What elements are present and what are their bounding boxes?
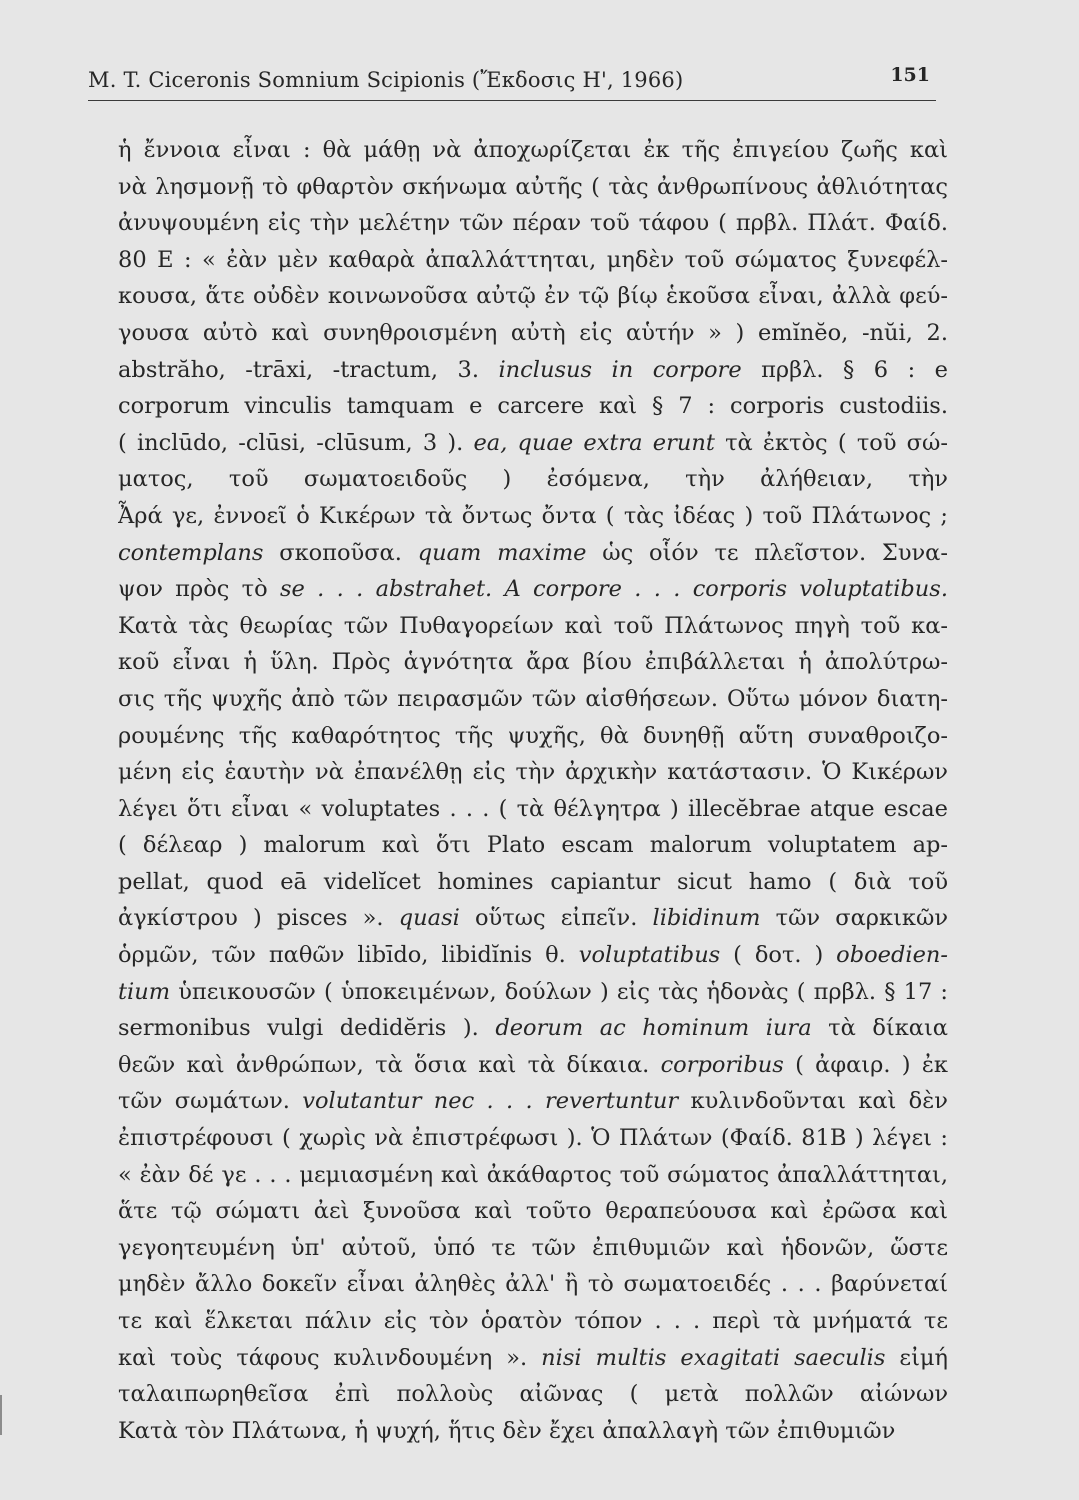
text-segment: κοῦ εἶναι ἡ ὕλη. Πρὸς ἁγνότητα ἄρα βίου ἐπιβάλλεται ἡ ἀπολύτρω- <box>118 649 948 676</box>
text-segment: ρουμένης τῆς καθαρότητος τῆς ψυχῆς, θὰ δυνηθῇ αὕτη συναθροιζο- <box>118 722 948 749</box>
text-segment: Κατὰ τὸν Πλάτωνα, ἡ ψυχή, ἥτις δὲν ἔχει ἀπαλλαγὴ τῶν ἐπιθυμιῶν <box>118 1417 896 1444</box>
italic-segment: quasi <box>398 905 460 932</box>
text-segment: πρβλ. § 6 : e <box>741 356 948 383</box>
text-line <box>118 315 948 352</box>
text-segment: ἀγκίστρου ) pisces ». <box>118 905 399 932</box>
text-line <box>118 937 948 974</box>
italic-segment: contemplans <box>118 539 264 566</box>
text-segment: ( δοτ. ) <box>720 942 837 969</box>
text-line <box>118 827 948 864</box>
text-line <box>118 425 948 462</box>
text-line <box>118 900 948 937</box>
text-line <box>118 1230 948 1267</box>
text-segment: εἰμή <box>885 1344 948 1371</box>
text-segment: ( ἀφαιρ. ) ἐκ <box>783 1051 948 1078</box>
italic-segment: deorum ac hominum iura <box>495 1015 812 1042</box>
italic-segment: libidinum <box>652 905 761 932</box>
text-segment: Κατὰ τὰς θεωρίας τῶν Πυθαγορείων καὶ τοῦ Πλάτωνος πηγὴ τοῦ κα- <box>118 612 948 639</box>
text-segment: pellat, quod eā videlĭcet homines capiantur sicut hamo ( διὰ τοῦ <box>118 868 948 895</box>
text-segment: τὰ ἐκτὸς ( τοῦ σώ- <box>714 429 948 456</box>
text-line <box>118 1303 948 1340</box>
text-line <box>118 1413 948 1450</box>
text-segment: ταλαιπωρηθεῖσα ἐπὶ πολλοὺς αἰῶνας ( μετὰ πολλῶν αἰώνων <box>118 1381 948 1408</box>
text-segment: σκοποῦσα. <box>263 539 418 566</box>
text-segment: ἅτε τῷ σώματι ἀεὶ ξυνοῦσα καὶ τοῦτο θεραπεύουσα καὶ ἐρῶσα καὶ <box>118 1198 948 1225</box>
text-line <box>118 169 948 206</box>
text-segment: ὑπεικουσῶν ( ὑποκειμένων, δούλων ) εἰς τὰς ἡδονὰς ( πρβλ. § 17 : <box>170 978 948 1005</box>
text-segment: ( δέλεαρ ) malorum καὶ ὅτι Plato escam malorum voluptatem ap- <box>118 832 948 859</box>
text-segment: corporum vinculis tamquam e carcere καὶ § 7 : corporis custodiis. <box>118 393 948 420</box>
text-segment: θεῶν καὶ ἀνθρώπων, τὰ ὅσια καὶ τὰ δίκαια. <box>118 1051 661 1078</box>
text-line <box>118 1376 948 1413</box>
text-line <box>118 132 948 169</box>
text-segment: καὶ τοὺς τάφους κυλινδουμένη ». <box>118 1344 542 1371</box>
text-segment: τὰ δίκαια <box>811 1015 948 1042</box>
italic-segment: oboedien- <box>836 942 948 969</box>
text-line <box>118 791 948 828</box>
text-segment: 80 Ε : « ἐὰν μὲν καθαρὰ ἀπαλλάττηται, μηδὲν τοῦ σώματος ξυνεφέλ- <box>118 246 948 273</box>
text-segment: κουσα, ἅτε οὐδὲν κοινωνοῦσα αὐτῷ ἐν τῷ βίῳ ἑκοῦσα εἶναι, ἀλλὰ φεύ- <box>118 283 948 310</box>
text-segment: τῶν σωμάτων. <box>118 1088 303 1115</box>
text-line <box>118 535 948 572</box>
text-segment: γουσα αὐτὸ καὶ συνηθροισμένη αὐτὴ εἰς αὑτήν » ) emĭnĕo, -nŭi, 2. <box>118 319 948 346</box>
italic-segment: voluptatibus <box>578 942 721 969</box>
text-segment: ὡς οἷόν τε πλεῖστον. Συνα- <box>586 539 948 566</box>
text-segment: κυλινδοῦνται καὶ δὲν <box>678 1088 948 1115</box>
text-line <box>118 1047 948 1084</box>
text-segment: λέγει ὅτι εἶναι « voluptates . . . ( τὰ θέλγητρα ) illecĕbrae atque escae <box>118 795 948 822</box>
text-segment: μηδὲν ἄλλο δοκεῖν εἶναι ἀληθὲς ἀλλ' ἢ τὸ σωματοειδές . . . βαρύνεταί <box>118 1271 948 1298</box>
text-segment: sermonibus vulgi dedidĕris ). <box>118 1015 496 1042</box>
page-number: 151 <box>890 64 930 86</box>
text-segment: ( inclūdo, -clūsi, -clūsum, 3 ). <box>118 429 474 456</box>
text-line <box>118 205 948 242</box>
text-line <box>118 718 948 755</box>
running-title: M. T. Ciceronis Somnium Scipionis (Ἔκδοσις Η', 1966) <box>88 68 684 92</box>
text-line <box>118 754 948 791</box>
text-line <box>118 1010 948 1047</box>
text-line <box>118 461 948 498</box>
text-segment: μένη εἰς ἑαυτὴν νὰ ἐπανέλθῃ εἰς τὴν ἀρχικὴν κατάστασιν. Ὁ Κικέρων <box>118 759 948 786</box>
text-line <box>118 571 948 608</box>
text-segment: ἡ ἔννοια εἶναι : θὰ μάθῃ νὰ ἀποχωρίζεται ἐκ τῆς ἐπιγείου ζωῆς καὶ <box>118 137 948 163</box>
text-line <box>118 608 948 645</box>
text-line <box>118 388 948 425</box>
italic-segment: tium <box>118 978 171 1005</box>
text-segment: ἀνυψουμένη εἰς τὴν μελέτην τῶν πέραν τοῦ τάφου ( πρβλ. Πλάτ. Φαίδ. <box>118 210 948 237</box>
text-segment: οὕτως εἰπεῖν. <box>459 905 653 932</box>
italic-segment: corporibus <box>660 1051 784 1078</box>
text-segment: γεγοητευμένη ὑπ' αὐτοῦ, ὑπό τε τῶν ἐπιθυμιῶν καὶ ἡδονῶν, ὥστε <box>118 1234 948 1261</box>
italic-segment: ea, quae extra erunt <box>473 429 715 456</box>
text-line <box>118 1083 948 1120</box>
text-line <box>118 1120 948 1157</box>
italic-segment: inclusus in corpore <box>498 356 742 383</box>
running-header <box>88 64 936 101</box>
text-segment: « ἐὰν δέ γε . . . μεμιασμένη καὶ ἀκάθαρτος τοῦ σώματος ἀπαλλάττηται, <box>118 1161 948 1188</box>
text-line <box>118 681 948 718</box>
italic-segment: quam maxime <box>417 539 587 566</box>
italic-segment: volutantur nec . . . revertuntur <box>302 1088 679 1115</box>
text-segment: σις τῆς ψυχῆς ἀπὸ τῶν πειρασμῶν τῶν αἰσθήσεων. Οὕτω μόνον διατη- <box>118 685 948 712</box>
text-line <box>118 1266 948 1303</box>
text-segment: ματος, τοῦ σωματοειδοῦς ) ἐσόμενα, τὴν ἀλήθειαν, τὴν <box>118 466 948 493</box>
text-segment: τε καὶ ἕλκεται πάλιν εἰς τὸν ὁρατὸν τόπον . . . περὶ τὰ μνήματά τε <box>118 1308 948 1334</box>
text-line <box>118 278 948 315</box>
text-line <box>118 864 948 901</box>
text-line <box>118 1193 948 1230</box>
italic-segment: se . . . abstrahet. A corpore . . . corporis voluptatibus. <box>279 576 948 603</box>
text-line <box>118 1340 948 1377</box>
text-line <box>118 242 948 279</box>
text-segment: abstrăho, -trāxi, -tractum, 3. <box>118 356 499 383</box>
italic-segment: nisi multis exagitati saeculis <box>541 1344 886 1371</box>
text-line <box>118 644 948 681</box>
text-line <box>118 352 948 389</box>
text-segment: ἐπιστρέφουσι ( χωρὶς νὰ ἐπιστρέφωσι ). Ὁ Πλάτων (Φαίδ. 81Β ) λέγει : <box>118 1125 948 1152</box>
text-segment: ὁρμῶν, τῶν παθῶν libīdo, libidĭnis θ. <box>118 942 579 969</box>
text-line <box>118 498 948 535</box>
commentary-text <box>118 132 948 1449</box>
text-segment: ψον πρὸς τὸ <box>118 576 280 603</box>
text-segment: Ἆρά γε, ἐννοεῖ ὁ Κικέρων τὰ ὄντως ὄντα ( τὰς ἰδέας ) τοῦ Πλάτωνος ; <box>118 502 948 529</box>
text-line <box>118 1157 948 1194</box>
text-segment: τῶν σαρκικῶν <box>760 905 948 932</box>
text-line <box>118 974 948 1011</box>
page-edge-mark <box>0 1395 12 1435</box>
text-segment: νὰ λησμονῇ τὸ φθαρτὸν σκήνωμα αὐτῆς ( τὰς ἀνθρωπίνους ἀθλιότητας <box>118 173 948 200</box>
